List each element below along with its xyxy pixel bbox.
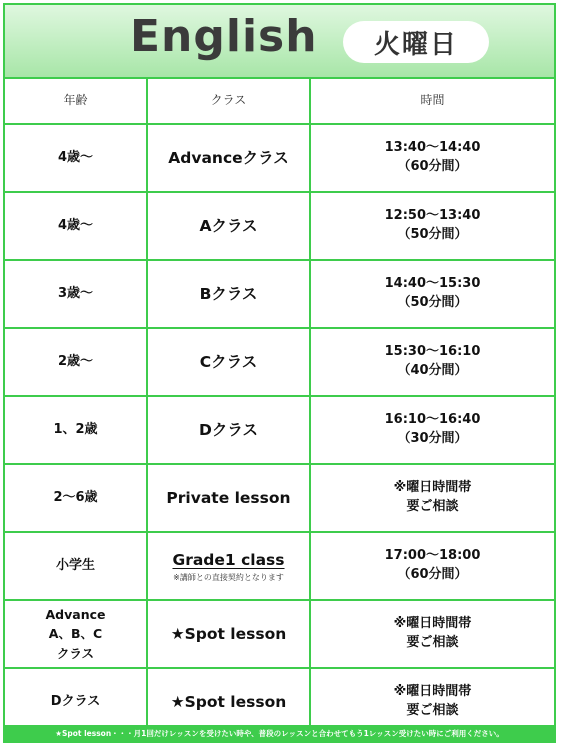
schedule-table — [5, 79, 554, 737]
duration: （30分間） — [397, 431, 468, 446]
time-cell — [310, 328, 554, 396]
age-cell: 2〜6歳 — [5, 464, 147, 532]
table-row — [5, 124, 554, 192]
consult-note: 要ご相談 — [406, 703, 459, 718]
time-cell — [310, 260, 554, 328]
class-cell: Private lesson — [147, 464, 310, 532]
consult-note: 要ご相談 — [406, 499, 459, 514]
duration: （50分間） — [397, 295, 468, 310]
class-cell: ★Spot lesson — [147, 668, 310, 736]
table-row — [5, 192, 554, 260]
class-cell: ★Spot lesson — [147, 600, 310, 668]
time-range: 17:00〜18:00 — [384, 548, 481, 564]
time-range: 15:30〜16:10 — [384, 344, 481, 360]
duration: （50分間） — [397, 227, 468, 242]
age-cell: 4歳〜 — [5, 124, 147, 192]
time-note: ※曜日時間帯 — [393, 616, 472, 632]
column-header-class: クラス — [147, 79, 310, 124]
age-cell: 1、2歳 — [5, 396, 147, 464]
time-cell — [310, 532, 554, 600]
time-cell — [310, 464, 554, 532]
age-line: クラス — [56, 645, 95, 661]
table-row — [5, 464, 554, 532]
age-cell: 小学生 — [5, 532, 147, 600]
duration: （60分間） — [397, 159, 468, 174]
class-cell — [147, 532, 310, 600]
class-note: ※講師との直接契約となります — [173, 572, 284, 582]
time-cell — [310, 396, 554, 464]
table-row — [5, 600, 554, 668]
age-cell: 4歳〜 — [5, 192, 147, 260]
age-cell: 2歳〜 — [5, 328, 147, 396]
time-note: ※曜日時間帯 — [393, 480, 472, 496]
table-header-row — [5, 79, 554, 124]
time-cell — [310, 124, 554, 192]
class-cell: Advanceクラス — [147, 124, 310, 192]
time-cell — [310, 192, 554, 260]
time-cell — [310, 600, 554, 668]
column-header-age: 年齢 — [5, 79, 147, 124]
time-range: 16:10〜16:40 — [384, 412, 481, 428]
consult-note: 要ご相談 — [406, 635, 459, 650]
day-badge: 火曜日 — [343, 21, 489, 63]
duration: （60分間） — [397, 567, 468, 582]
class-cell: Aクラス — [147, 192, 310, 260]
age-line: A、B、C — [48, 626, 103, 642]
class-cell: Cクラス — [147, 328, 310, 396]
column-header-time: 時間 — [310, 79, 554, 124]
table-row — [5, 260, 554, 328]
age-cell: Dクラス — [5, 668, 147, 736]
footer-note: ★Spot lesson・・・月1回だけレッスンを受けたい時や、普段のレッスンと合わせてもう1レッスン受けたい時にご利用ください。 — [5, 725, 554, 741]
page-title: English — [130, 11, 318, 62]
age-cell: 3歳〜 — [5, 260, 147, 328]
time-range: 12:50〜13:40 — [384, 208, 481, 224]
table-row — [5, 532, 554, 600]
time-note: ※曜日時間帯 — [393, 684, 472, 700]
schedule-card — [3, 3, 556, 743]
class-cell: Bクラス — [147, 260, 310, 328]
time-range: 14:40〜15:30 — [384, 276, 481, 292]
time-range: 13:40〜14:40 — [384, 140, 481, 156]
table-row — [5, 328, 554, 396]
header-banner — [5, 5, 554, 79]
table-row — [5, 396, 554, 464]
age-line: Advance — [45, 606, 106, 622]
class-cell: Dクラス — [147, 396, 310, 464]
duration: （40分間） — [397, 363, 468, 378]
class-name: Grade1 class — [172, 551, 285, 570]
age-cell — [5, 600, 147, 668]
